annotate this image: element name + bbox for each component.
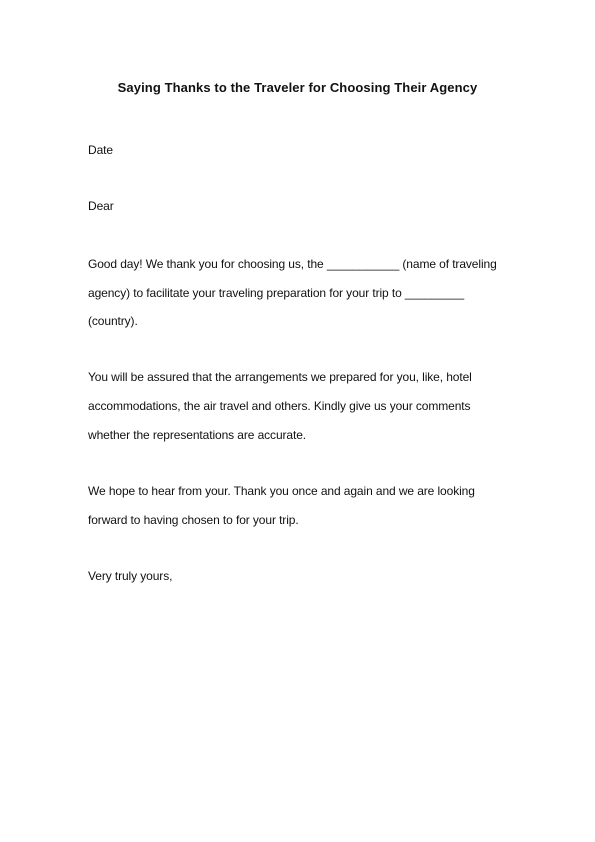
paragraph1-line: agency) to facilitate your traveling preparation for your trip to _________ — [88, 286, 465, 300]
paragraph3-line: We hope to hear from your. Thank you once and again and we are looking — [88, 484, 475, 498]
paragraph1-line: (country). — [88, 314, 138, 328]
salutation: Dear — [88, 199, 114, 213]
closing: Very truly yours, — [88, 569, 173, 583]
paragraph2-line: accommodations, the air travel and others. Kindly give us your comments — [88, 399, 471, 413]
paragraph3-line: forward to having chosen to for your trip. — [88, 513, 299, 527]
paragraph2-line: whether the representations are accurate. — [88, 428, 307, 442]
paragraph2-line: You will be assured that the arrangements we prepared for you, like, hotel — [88, 370, 472, 384]
paragraph1-line: Good day! We thank you for choosing us, the ___________ (name of traveling — [88, 257, 497, 271]
date-label: Date — [88, 143, 113, 157]
page-title: Saying Thanks to the Traveler for Choosing Their Agency — [117, 80, 478, 95]
